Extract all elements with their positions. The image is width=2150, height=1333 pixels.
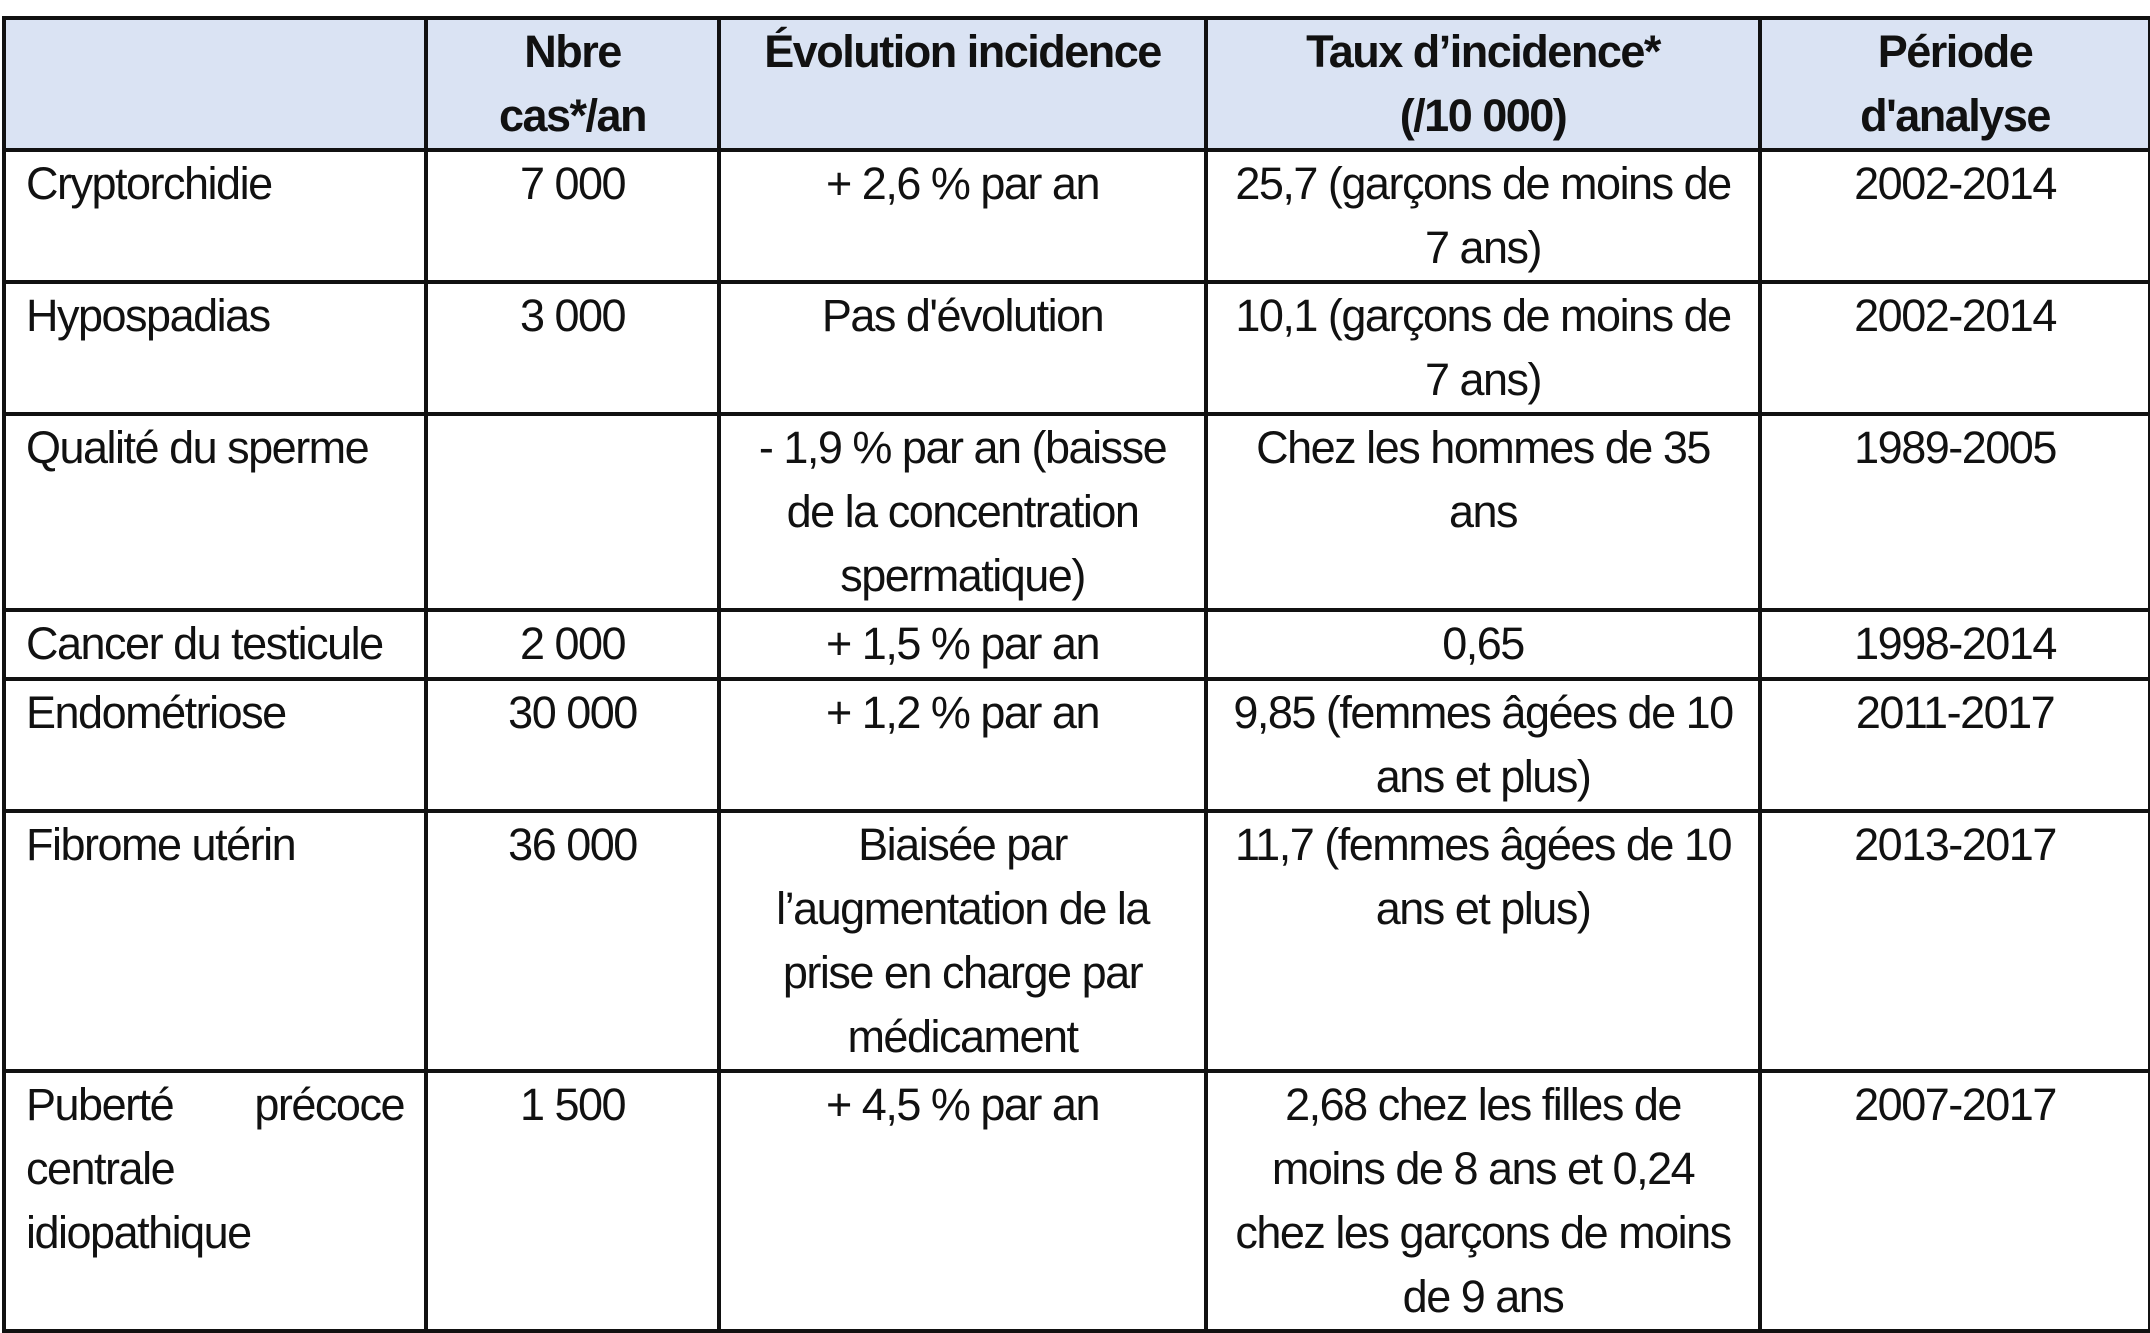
cell-period: 1989-2005: [1760, 414, 2150, 610]
cell-condition: Cancer du testicule: [4, 610, 426, 679]
cell-period: 2011-2017: [1760, 679, 2150, 811]
cell-period: 2002-2014: [1760, 150, 2150, 282]
cell-cases: 2 000: [426, 610, 719, 679]
cell-cases: 1 500: [426, 1071, 719, 1331]
header-period-line2: d'analyse: [1860, 90, 2050, 141]
cell-rate: Chez les hommes de 35 ans: [1206, 414, 1760, 610]
cell-period: 1998-2014: [1760, 610, 2150, 679]
cell-period: 2007-2017: [1760, 1071, 2150, 1331]
table-row: [4, 150, 2150, 282]
cell-rate: 2,68 chez les filles de moins de 8 ans et 0,24 chez les garçons de moins de 9 ans: [1206, 1071, 1760, 1331]
cell-rate: 10,1 (garçons de moins de 7 ans): [1206, 282, 1760, 414]
cell-rate: 11,7 (femmes âgées de 10 ans et plus): [1206, 811, 1760, 1071]
cell-condition: Qualité du sperme: [4, 414, 426, 610]
table-row: [4, 414, 2150, 610]
cell-evolution: + 4,5 % par an: [719, 1071, 1206, 1331]
cell-period: 2013-2017: [1760, 811, 2150, 1071]
table-row: [4, 282, 2150, 414]
header-cases-line2: cas*/an: [498, 90, 647, 141]
cell-condition: Cryptorchidie: [4, 150, 426, 282]
cell-condition: Puberté précoce centrale idiopathique: [4, 1071, 426, 1331]
header-cell-evolution: [719, 18, 1206, 150]
cell-evolution: + 2,6 % par an: [719, 150, 1206, 282]
header-cell-condition: [4, 18, 426, 150]
header-evolution-text: Évolution incidence: [764, 26, 1161, 77]
header-cell-period: [1760, 18, 2150, 150]
header-period-line1: Période: [1877, 26, 2033, 77]
table-row: [4, 610, 2150, 679]
header-cell-rate: [1206, 18, 1760, 150]
cell-condition: Hypospadias: [4, 282, 426, 414]
table-row: [4, 1071, 2150, 1331]
cell-rate: 0,65: [1206, 610, 1760, 679]
cell-evolution: + 1,2 % par an: [719, 679, 1206, 811]
header-cell-cases: [426, 18, 719, 150]
table-row: [4, 679, 2150, 811]
header-rate-line2: (/10 000): [1399, 90, 1567, 141]
cell-evolution: + 1,5 % par an: [719, 610, 1206, 679]
cell-evolution: Biaisée par l’augmentation de la prise en charge par médicament: [719, 811, 1206, 1071]
cell-cases: 30 000: [426, 679, 719, 811]
cell-cases: [426, 414, 719, 610]
table-header-row: [4, 18, 2150, 150]
cell-evolution: Pas d'évolution: [719, 282, 1206, 414]
cell-condition: Endométriose: [4, 679, 426, 811]
header-rate-line1: Taux d’incidence*: [1306, 26, 1660, 77]
header-cases-line1: Nbre: [524, 26, 621, 77]
cell-period: 2002-2014: [1760, 282, 2150, 414]
cell-rate: 9,85 (femmes âgées de 10 ans et plus): [1206, 679, 1760, 811]
cell-cases: 7 000: [426, 150, 719, 282]
cell-condition: Fibrome utérin: [4, 811, 426, 1071]
cell-evolution: - 1,9 % par an (baisse de la concentration spermatique): [719, 414, 1206, 610]
cell-cases: 3 000: [426, 282, 719, 414]
cell-rate: 25,7 (garçons de moins de 7 ans): [1206, 150, 1760, 282]
table-row: [4, 811, 2150, 1071]
incidence-table: [2, 16, 2150, 1333]
cell-cases: 36 000: [426, 811, 719, 1071]
